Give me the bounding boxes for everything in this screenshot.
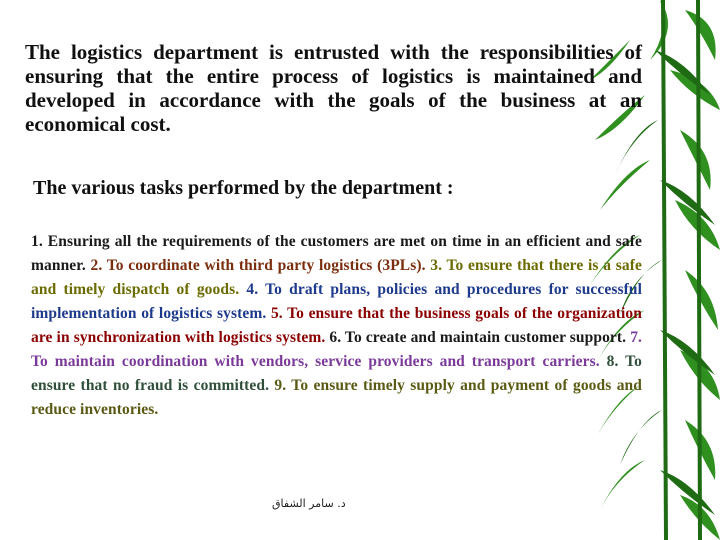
task-item-9: 9. To ensure timely supply and payment of goods and reduce inventories. — [31, 377, 642, 418]
tasks-paragraph — [31, 230, 642, 422]
content-area — [25, 40, 643, 418]
task-item-5: 5. To ensure that the business goals of the organization are in synchronization with logistics system. — [31, 305, 642, 346]
task-item-8: 8. To ensure that no fraud is committed. — [31, 353, 642, 394]
intro-paragraph: The logistics department is entrusted with the responsibilities of ensuring that the entire process of logistics is maintained and developed in accordance with the goals of the business at an economical cost. — [25, 40, 642, 136]
task-item-1: 1. Ensuring all the requirements of the customers are met on time in an efficient and safe manner. — [31, 233, 642, 274]
footer-signature: د. سامر الشفاق — [272, 497, 346, 510]
tasks-heading: The various tasks performed by the department : — [33, 177, 454, 199]
task-item-2: 2. To coordinate with third party logistics (3PLs). — [90, 257, 426, 274]
task-item-7: 7. To maintain coordination with vendors, service providers and transport carriers. — [31, 329, 643, 370]
task-item-3: 3. To ensure that there is a safe and timely dispatch of goods. — [31, 257, 642, 298]
task-item-4: 4. To draft plans, policies and procedures for successful implementation of logistics system. — [31, 281, 643, 322]
task-item-6: 6. To create and maintain customer support. — [329, 329, 627, 346]
